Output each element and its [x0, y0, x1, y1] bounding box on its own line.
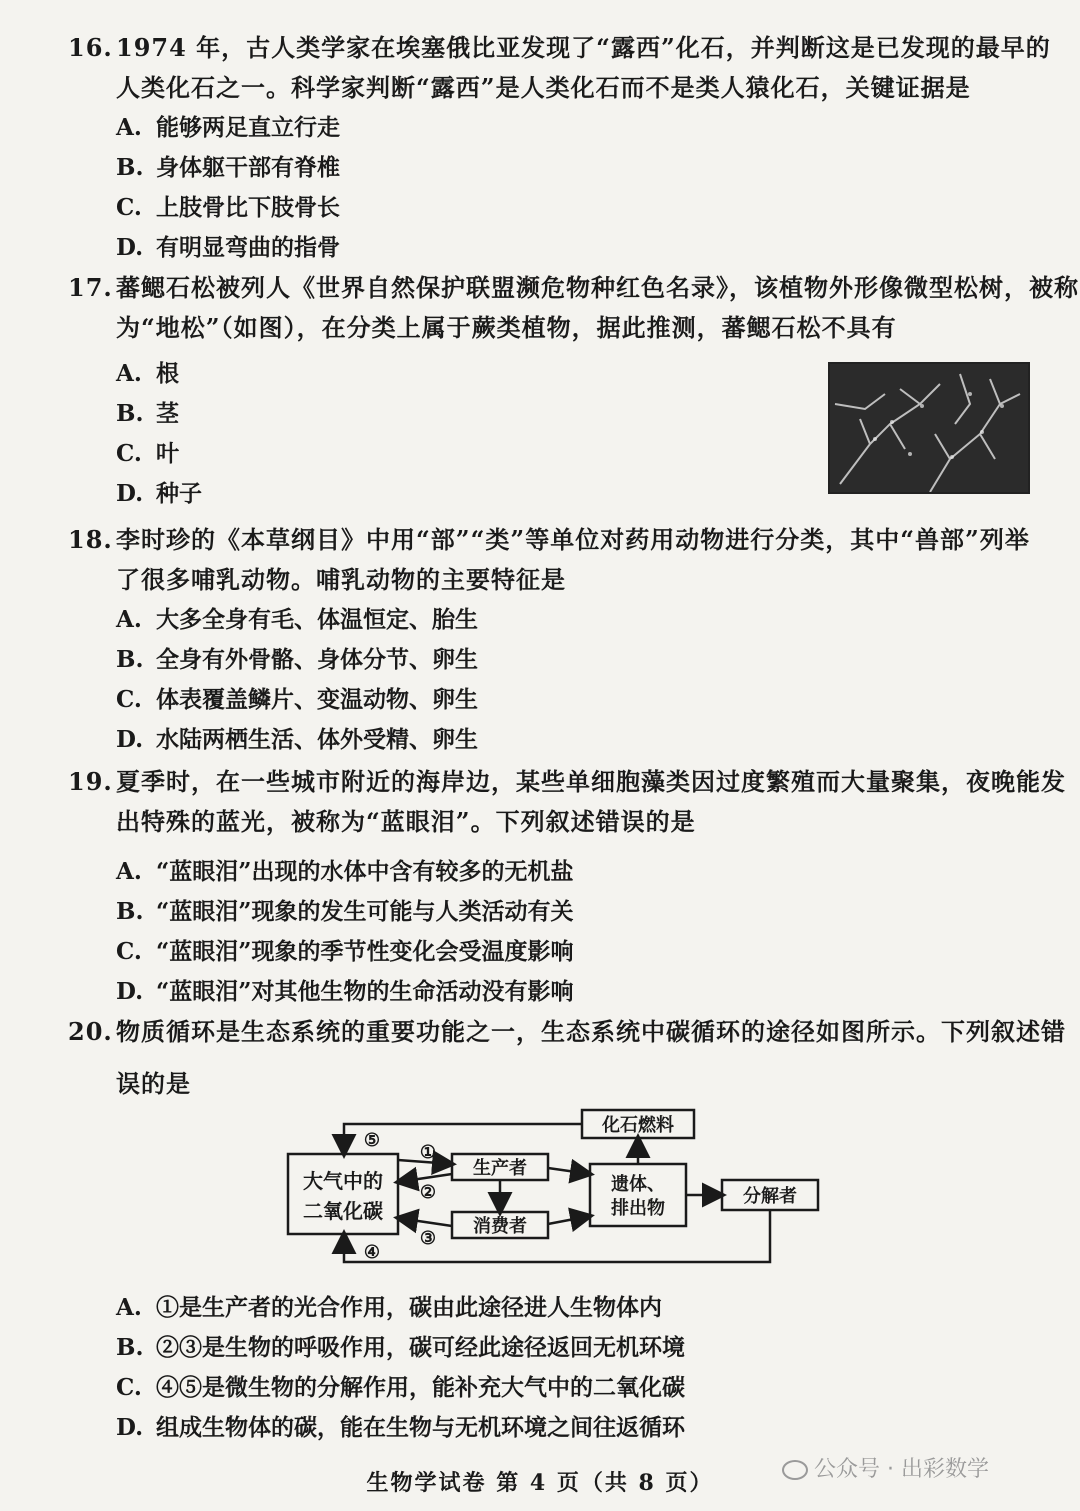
option-b: B. 全身有外骨骼、身体分节、卵生: [116, 646, 478, 673]
question-20: [68, 1012, 1066, 1104]
option-c: C. 上肢骨比下肢骨长: [116, 194, 340, 221]
question-number: 20.: [68, 1017, 113, 1046]
option-a: A. ①是生产者的光合作用，碳由此途径进人生物体内: [116, 1294, 662, 1321]
question-number: 19.: [68, 767, 113, 796]
option-a: A. 能够两足直立行走: [116, 114, 340, 141]
option-a: A. 根: [116, 360, 179, 387]
atmosphere-label-1: 大气中的: [303, 1169, 383, 1193]
club-moss-image-icon: [830, 364, 1028, 492]
marker-2: ②: [419, 1182, 437, 1203]
option-c: C. “蓝眼泪”现象的季节性变化会受温度影响: [116, 938, 574, 965]
fossil-fuel-label: 化石燃料: [602, 1115, 674, 1136]
question-16: [68, 28, 1051, 268]
question-stem-line1: 李时珍的《本草纲目》中用“部”“类”等单位对药用动物进行分类，其中“兽部”列举: [116, 525, 1030, 554]
remains-label-1: 遗体、: [611, 1174, 665, 1195]
question-stem-line2: 误的是: [116, 1069, 191, 1098]
question-stem-line2: 人类化石之一。科学家判断“露西”是人类化石而不是类人猿化石，关键证据是: [116, 73, 971, 102]
option-d: D. “蓝眼泪”对其他生物的生命活动没有影响: [116, 978, 574, 1005]
option-d: D. 有明显弯曲的指骨: [116, 234, 340, 261]
option-b: B. 茎: [116, 400, 179, 427]
question-stem-line2: 为“地松”（如图），在分类上属于蕨类植物，据此推测，蕃鳃石松不具有: [116, 313, 897, 342]
option-c: C. ④⑤是微生物的分解作用，能补充大气中的二氧化碳: [116, 1374, 685, 1401]
wechat-icon: [782, 1460, 808, 1480]
question-stem-line1: 蕃鳃石松被列人《世界自然保护联盟濒危物种红色名录》，该植物外形像微型松树，被称: [116, 273, 1079, 302]
option-c: C. 体表覆盖鳞片、变温动物、卵生: [116, 686, 478, 713]
question-number: 17.: [68, 273, 113, 302]
carbon-cycle-diagram: [280, 1102, 840, 1282]
option-d: D. 水陆两栖生活、体外受精、卵生: [116, 726, 478, 753]
watermark-text: 公众号 · 出彩数学: [814, 1457, 989, 1482]
marker-4: ④: [363, 1242, 381, 1263]
producer-label: 生产者: [473, 1158, 527, 1179]
option-c: C. 叶: [116, 440, 179, 467]
marker-5: ⑤: [363, 1130, 381, 1151]
question-number: 18.: [68, 525, 113, 554]
question-stem-line1: 夏季时，在一些城市附近的海岸边，某些单细胞藻类因过度繁殖而大量聚集，夜晚能发: [116, 767, 1066, 796]
option-a: A. “蓝眼泪”出现的水体中含有较多的无机盐: [116, 858, 574, 885]
watermark: [782, 1452, 989, 1483]
question-18: [68, 520, 1038, 760]
remains-label-2: 排出物: [611, 1198, 665, 1219]
question-stem-line1: 物质循环是生态系统的重要功能之一，生态系统中碳循环的途径如图所示。下列叙述错: [116, 1017, 1066, 1046]
marker-3: ③: [419, 1228, 437, 1249]
question-stem-line2: 了很多哺乳动物。哺乳动物的主要特征是: [116, 565, 566, 594]
page-footer: 生物学试卷 第 4 页（共 8 页）: [366, 1470, 714, 1496]
option-a: A. 大多全身有毛、体温恒定、胎生: [116, 606, 478, 633]
marker-1: ①: [419, 1142, 437, 1163]
option-b: B. “蓝眼泪”现象的发生可能与人类活动有关: [116, 898, 574, 925]
question-19: [68, 762, 1066, 1012]
atmosphere-label-2: 二氧化碳: [303, 1199, 383, 1223]
option-b: B. 身体躯干部有脊椎: [116, 154, 340, 181]
option-b: B. ②③是生物的呼吸作用，碳可经此途径返回无机环境: [116, 1334, 685, 1361]
question-number: 16.: [68, 33, 113, 62]
club-moss-photo: [828, 362, 1030, 494]
question-stem-line2: 出特殊的蓝光，被称为“蓝眼泪”。下列叙述错误的是: [116, 807, 696, 836]
option-d: D. 种子: [116, 480, 202, 507]
question-stem-line1: 1974 年，古人类学家在埃塞俄比亚发现了“露西”化石，并判断这是已发现的最早的: [116, 33, 1051, 62]
consumer-label: 消费者: [473, 1216, 527, 1237]
question-20-options: [68, 1288, 1038, 1448]
decomposer-label: 分解者: [743, 1186, 797, 1207]
option-d: D. 组成生物体的碳，能在生物与无机环境之间往返循环: [116, 1414, 685, 1441]
